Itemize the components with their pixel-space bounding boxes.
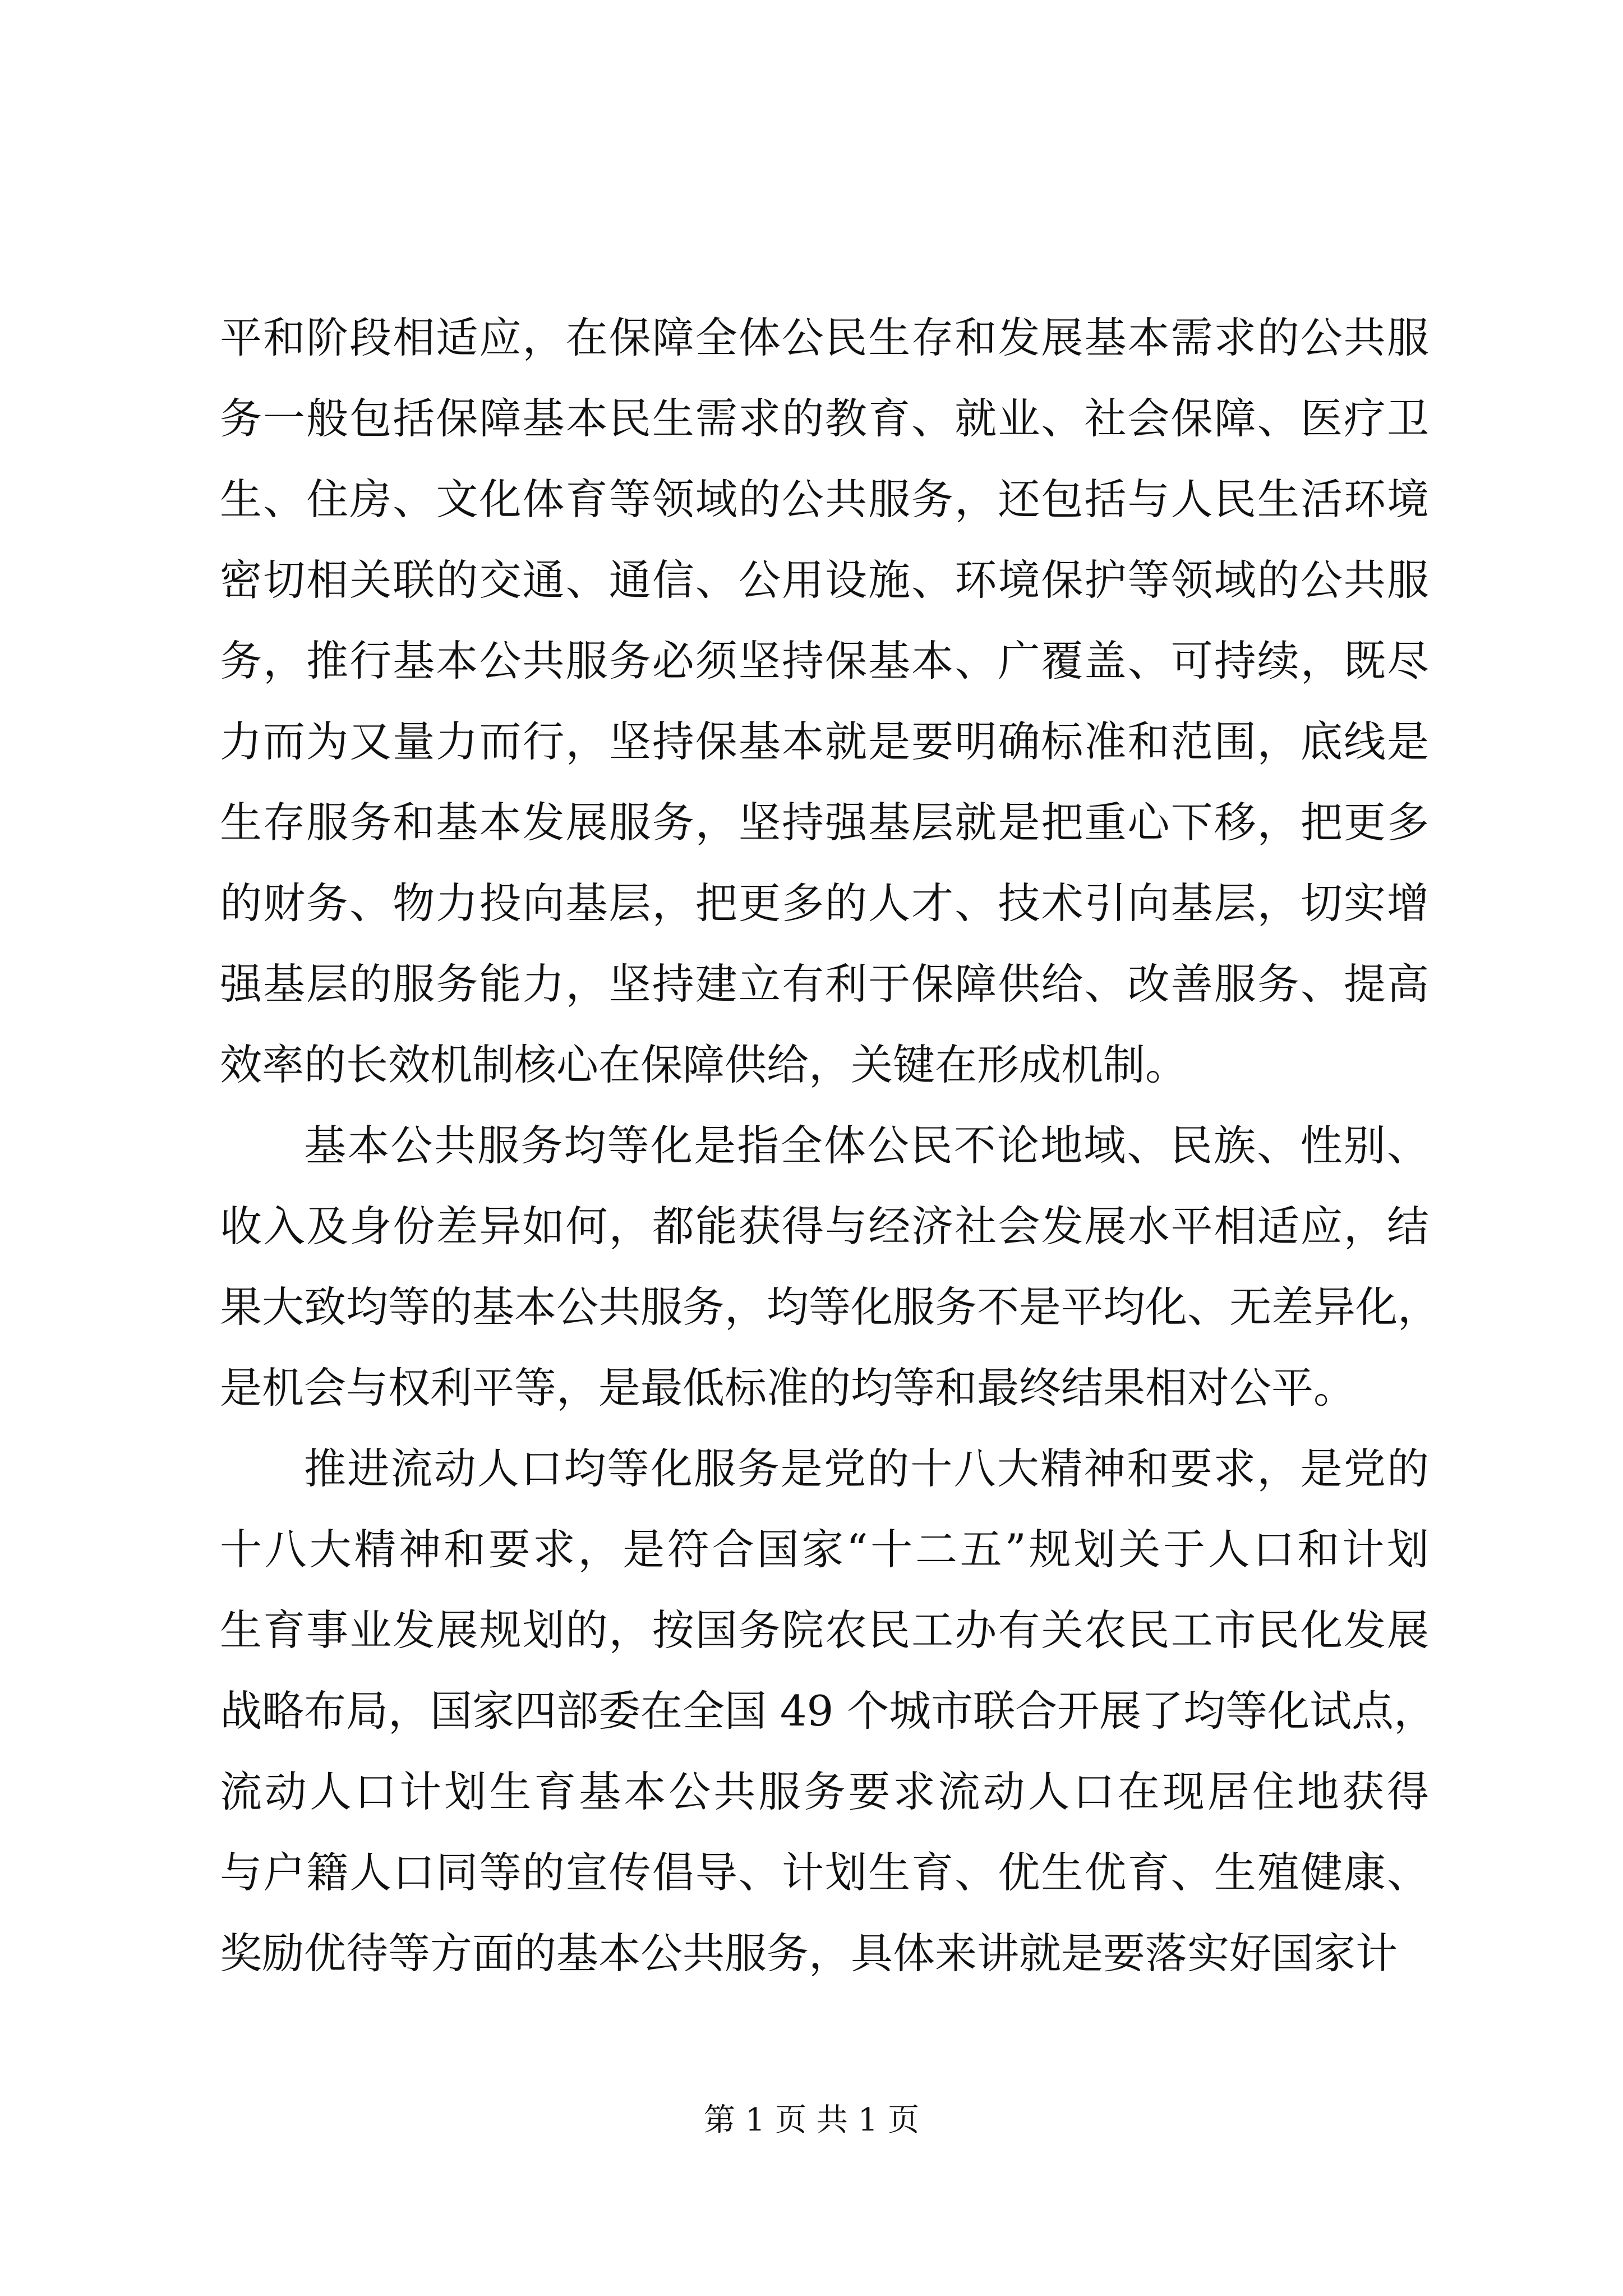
paragraph [220, 297, 1429, 1105]
text-line: 生育事业发展规划的，按国务院农民工办有关农民工市民化发展 [220, 1605, 1429, 1655]
text-line: 效率的长效机制核心在保障供给，关键在形成机制。 [220, 1040, 1188, 1089]
text-line: 收入及身份差异如何，都能获得与经济社会发展水平相适应，结 [220, 1202, 1429, 1251]
text-line: 平和阶段相适应，在保障全体公民生存和发展基本需求的公共服 [220, 313, 1429, 362]
text-line: 生存服务和基本发展服务，坚持强基层就是把重心下移，把更多 [220, 798, 1429, 847]
text-line: 战略布局，国家四部委在全国 49 个城市联合开展了均等化试点， [220, 1686, 1436, 1736]
text-line: 是机会与权利平等，是最低标准的均等和最终结果相对公平。 [220, 1363, 1356, 1412]
text-line: 务，推行基本公共服务必须坚持保基本、广覆盖、可持续，既尽 [220, 636, 1429, 685]
paragraph [220, 1428, 1436, 1994]
text-line: 的财务、物力投向基层，把更多的人才、技术引向基层，切实增 [220, 878, 1429, 928]
text-line: 与户籍人口同等的宣传倡导、计划生育、优生优育、生殖健康、 [220, 1848, 1429, 1897]
text-line: 强基层的服务能力，坚持建立有利于保障供给、改善服务、提高 [220, 959, 1429, 1009]
document-body [220, 297, 1440, 1994]
text-line: 务一般包括保障基本民生需求的教育、就业、社会保障、医疗卫 [220, 394, 1429, 443]
page-footer: 第 1 页 共 1 页 [703, 2102, 920, 2138]
text-line: 力而为又量力而行，坚持保基本就是要明确标准和范围，底线是 [220, 717, 1429, 766]
text-line: 十八大精神和要求，是符合国家“十二五”规划关于人口和计划 [220, 1525, 1429, 1574]
text-line: 果大致均等的基本公共服务，均等化服务不是平均化、无差异化， [220, 1282, 1440, 1332]
text-line: 流动人口计划生育基本公共服务要求流动人口在现居住地获得 [220, 1767, 1429, 1816]
paragraph [220, 1105, 1440, 1428]
text-line: 生、住房、文化体育等领域的公共服务，还包括与人民生活环境 [220, 475, 1429, 524]
text-line: 基本公共服务均等化是指全体公民不论地域、民族、性别、 [304, 1121, 1429, 1170]
text-line: 推进流动人口均等化服务是党的十八大精神和要求，是党的 [304, 1444, 1429, 1493]
text-line: 奖励优待等方面的基本公共服务，具体来讲就是要落实好国家计 [220, 1929, 1398, 1978]
text-line: 密切相关联的交通、通信、公用设施、环境保护等领域的公共服 [220, 555, 1429, 605]
